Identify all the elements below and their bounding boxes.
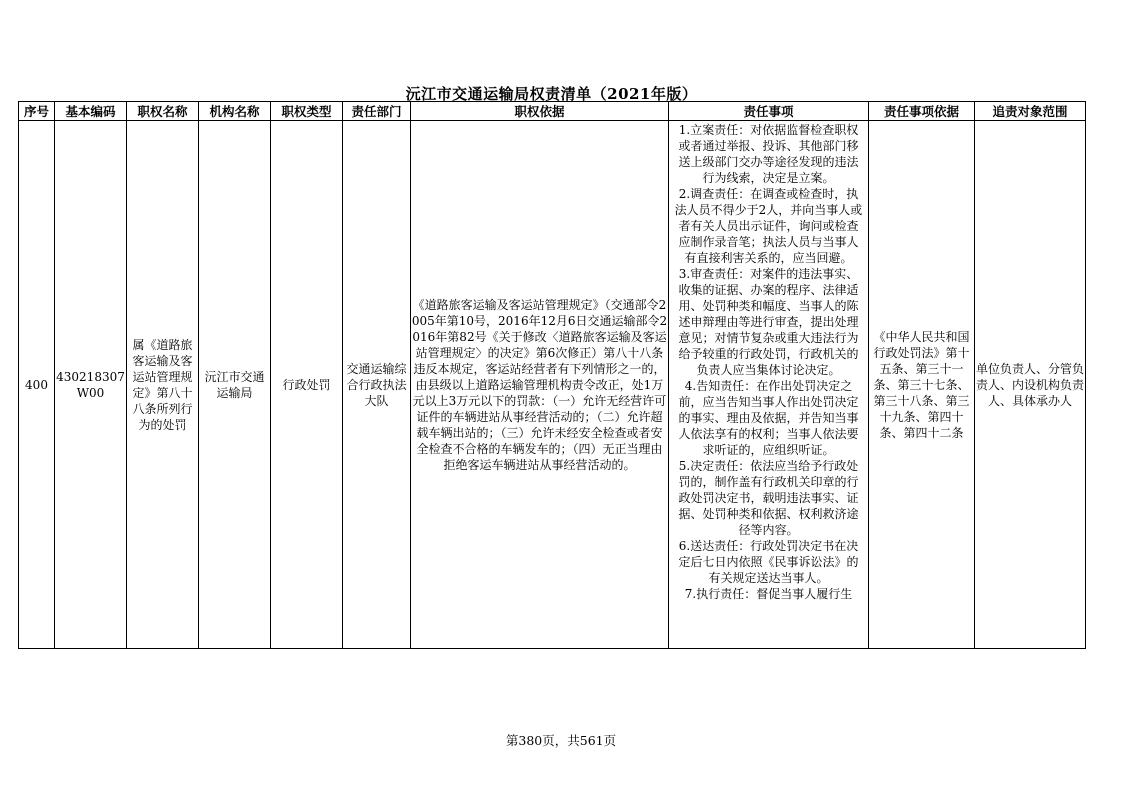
header-accountability: 追责对象范围 <box>975 102 1086 121</box>
header-org-name: 机构名称 <box>199 102 271 121</box>
duty-item-investigation: 2.调查责任：在调查或检查时，执法人员不得少于2人，并向当事人或者有关人员出示证件，询问或检查应制作录音笔；执法人员与当事人有直接利害关系的，应当回避。 <box>674 187 863 265</box>
cell-duties <box>669 121 869 649</box>
page-number: 第380页，共561页 <box>505 733 617 748</box>
header-dept: 责任部门 <box>343 102 411 121</box>
cell-code: 430218307W00 <box>55 121 127 649</box>
duty-item-decision: 5.决定责任：依法应当给予行政处罚的，制作盖有行政机关印章的行政处罚决定书，载明违法事实、证据、处罚种类和依据、权利救济途径等内容。 <box>678 459 859 537</box>
cell-org-name: 沅江市交通运输局 <box>199 121 271 649</box>
cell-dept: 交通运输综合行政执法大队 <box>343 121 411 649</box>
page-title: 沅江市交通运输局权责清单（2021年版） <box>405 85 698 103</box>
cell-accountability: 单位负责人、分管负责人、内设机构负责人、具体承办人 <box>975 121 1086 649</box>
header-duty-basis: 责任事项依据 <box>869 102 975 121</box>
header-duties: 责任事项 <box>669 102 869 121</box>
cell-power-name: 属《道路旅客运输及客运站管理规定》第八十八条所列行为的处罚 <box>127 121 199 649</box>
duty-item-notification: 4.告知责任：在作出处罚决定之前，应当告知当事人作出处罚决定的事实、理由及依据，并告知当事人依法享有的权利；当事人依法要求听证的，应组织听证。 <box>678 379 859 457</box>
header-power-type: 职权类型 <box>271 102 343 121</box>
cell-power-type: 行政处罚 <box>271 121 343 649</box>
cell-seq: 400 <box>19 121 55 649</box>
table-header-row <box>19 102 1086 121</box>
header-basis: 职权依据 <box>411 102 669 121</box>
cell-duty-basis: 《中华人民共和国行政处罚法》第十五条、第三十一条、第三十七条、第三十八条、第三十九条、第四十条、第四十二条 <box>869 121 975 649</box>
header-code: 基本编码 <box>55 102 127 121</box>
duty-item-filing: 1.立案责任：对依据监督检查职权或者通过举报、投诉、其他部门移送上级部门交办等途径发现的违法行为线索，决定是立案。 <box>678 123 859 185</box>
duty-item-delivery: 6.送达责任：行政处罚决定书在决定后七日内依照《民事诉讼法》的有关规定送达当事人。 <box>678 539 859 585</box>
responsibility-table <box>18 101 1086 649</box>
cell-basis: 《道路旅客运输及客运站管理规定》（交通部令2005年第10号，2016年12月6日交通运输部令2016年第82号《关于修改〈道路旅客运输及客运站管理规定〉的决定》第6次修正）第八十八条 违反本规定，客运站经营者有下列情形之一的，由县级以上道路运输管理机构责令改正，处1万元以上3万元以下的罚款：（一）允许无经营许可证件的车辆进站从事经营活动的；（二）允许超载车辆出站的；（三）允许未经安全检查或者安全检查不合格的车辆发车的；（四）无正当理由拒绝客运车辆进站从事经营活动的。 <box>411 121 669 649</box>
duty-item-review: 3.审查责任：对案件的违法事实、收集的证据、办案的程序、法律适用、处罚种类和幅度、当事人的陈述申辩理由等进行审查，提出处理意见；对情节复杂或重大违法行为给予较重的行政处罚，行政机关的负责人应当集体讨论决定。 <box>678 267 859 377</box>
header-power-name: 职权名称 <box>127 102 199 121</box>
table-row <box>19 121 1086 649</box>
duty-item-execution: 7.执行责任：督促当事人履行生 <box>684 587 853 601</box>
header-seq: 序号 <box>19 102 55 121</box>
